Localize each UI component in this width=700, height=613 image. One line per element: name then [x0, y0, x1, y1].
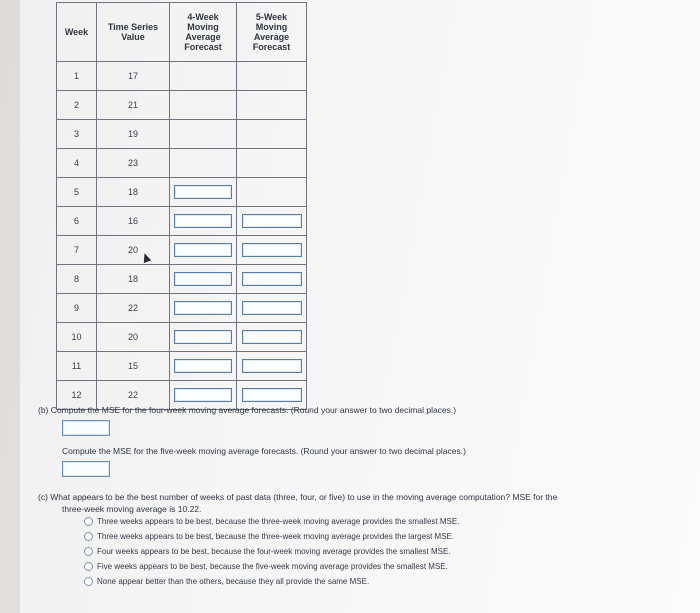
answer-option-label: Five weeks appears to be best, because the five-week moving average provides the smallest MSE.	[97, 562, 448, 571]
time-series-value-cell: 16	[97, 207, 170, 236]
table-row	[57, 91, 307, 120]
time-series-value-cell: 20	[97, 323, 170, 352]
time-series-value-cell: 18	[97, 265, 170, 294]
time-series-value-cell: 17	[97, 62, 170, 91]
forecast-4-week-cell	[170, 265, 237, 294]
forecast-5-week-input[interactable]	[242, 330, 302, 344]
forecast-4-week-input[interactable]	[174, 388, 232, 402]
forecast-4-week-input[interactable]	[174, 272, 232, 286]
forecast-5-week-input[interactable]	[242, 388, 302, 402]
forecast-4-week-cell	[170, 91, 237, 120]
forecast-5-week-cell	[237, 352, 307, 381]
forecast-5-week-cell	[237, 178, 307, 207]
forecast-5-week-cell	[237, 294, 307, 323]
part-b-question-2: Compute the MSE for the five-week moving average forecasts. (Round your answer to two decimal places.)	[62, 446, 466, 456]
table-row	[57, 265, 307, 294]
forecast-4-week-input[interactable]	[174, 330, 232, 344]
forecast-5-week-cell	[237, 236, 307, 265]
forecast-4-week-input[interactable]	[174, 214, 232, 228]
table-row	[57, 323, 307, 352]
week-cell: 1	[57, 62, 97, 91]
answer-option-label: Three weeks appears to be best, because the three-week moving average provides the largest MSE.	[97, 532, 455, 541]
forecast-4-week-cell	[170, 236, 237, 265]
answer-option[interactable]	[84, 547, 451, 556]
week-cell: 11	[57, 352, 97, 381]
forecast-5-week-cell	[237, 265, 307, 294]
forecast-4-week-cell	[170, 207, 237, 236]
week-cell: 9	[57, 294, 97, 323]
forecast-4-week-cell	[170, 120, 237, 149]
radio-button[interactable]	[84, 532, 93, 541]
forecast-5-week-cell	[237, 120, 307, 149]
table-row	[57, 352, 307, 381]
table-row	[57, 178, 307, 207]
time-series-value-cell: 15	[97, 352, 170, 381]
forecast-5-week-cell	[237, 207, 307, 236]
week-cell: 7	[57, 236, 97, 265]
part-b-question-1: (b) Compute the MSE for the four-week moving average forecasts. (Round your answer to two decimal places.)	[38, 405, 457, 415]
forecast-5-week-input[interactable]	[242, 214, 302, 228]
forecast-5-week-input[interactable]	[242, 243, 302, 257]
answer-option[interactable]	[84, 562, 448, 571]
forecast-4-week-input[interactable]	[174, 185, 232, 199]
table-header-row	[57, 3, 307, 62]
answer-option[interactable]	[84, 517, 459, 526]
forecast-4-week-cell	[170, 149, 237, 178]
forecast-4-week-input[interactable]	[174, 301, 232, 315]
answer-option[interactable]	[84, 532, 454, 541]
radio-button[interactable]	[84, 577, 93, 586]
time-series-value-cell: 18	[97, 178, 170, 207]
header-5-week-forecast: 5-Week Moving Average Forecast	[237, 3, 307, 62]
radio-button[interactable]	[84, 547, 93, 556]
forecast-4-week-cell	[170, 62, 237, 91]
table-row	[57, 207, 307, 236]
mse-4-week-input[interactable]	[62, 420, 110, 436]
forecast-4-week-input[interactable]	[174, 243, 232, 257]
table-row	[57, 120, 307, 149]
table-row	[57, 149, 307, 178]
time-series-value-cell: 23	[97, 149, 170, 178]
time-series-value-cell: 22	[97, 381, 170, 410]
forecast-5-week-cell	[237, 91, 307, 120]
radio-button[interactable]	[84, 562, 93, 571]
table-row	[57, 294, 307, 323]
forecast-5-week-cell	[237, 62, 307, 91]
answer-option[interactable]	[84, 577, 369, 586]
question-page	[20, 0, 700, 613]
table-row	[57, 62, 307, 91]
answer-option-label: Four weeks appears to be best, because the four-week moving average provides the smallest MSE.	[97, 547, 451, 556]
time-series-value-cell: 19	[97, 120, 170, 149]
forecast-4-week-cell	[170, 323, 237, 352]
week-cell: 6	[57, 207, 97, 236]
week-cell: 5	[57, 178, 97, 207]
header-time-series-value: Time Series Value	[97, 3, 170, 62]
forecast-5-week-input[interactable]	[242, 301, 302, 315]
forecast-5-week-cell	[237, 323, 307, 352]
forecast-4-week-cell	[170, 294, 237, 323]
answer-option-label: Three weeks appears to be best, because the three-week moving average provides the smallest MSE.	[97, 517, 460, 526]
header-week: Week	[57, 3, 97, 62]
time-series-value-cell: 21	[97, 91, 170, 120]
week-cell: 2	[57, 91, 97, 120]
forecast-5-week-input[interactable]	[242, 359, 302, 373]
week-cell: 4	[57, 149, 97, 178]
time-series-value-cell: 22	[97, 294, 170, 323]
answer-option-label: None appear better than the others, because they all provide the same MSE.	[97, 577, 370, 586]
forecast-5-week-cell	[237, 149, 307, 178]
part-c-question-line-1: (c) What appears to be the best number of weeks of past data (three, four, or five) to use in the moving average computation? MSE for the	[38, 492, 558, 502]
header-4-week-forecast: 4-Week Moving Average Forecast	[170, 3, 237, 62]
table-row	[57, 236, 307, 265]
time-series-value-cell: 20	[97, 236, 170, 265]
week-cell: 12	[57, 381, 97, 410]
radio-button[interactable]	[84, 517, 93, 526]
part-c-question-line-2: three-week moving average is 10.22.	[62, 504, 202, 514]
forecast-5-week-input[interactable]	[242, 272, 302, 286]
forecast-4-week-input[interactable]	[174, 359, 232, 373]
forecast-table	[56, 2, 307, 410]
mse-5-week-input[interactable]	[62, 461, 110, 477]
week-cell: 10	[57, 323, 97, 352]
forecast-4-week-cell	[170, 178, 237, 207]
week-cell: 8	[57, 265, 97, 294]
week-cell: 3	[57, 120, 97, 149]
forecast-4-week-cell	[170, 352, 237, 381]
